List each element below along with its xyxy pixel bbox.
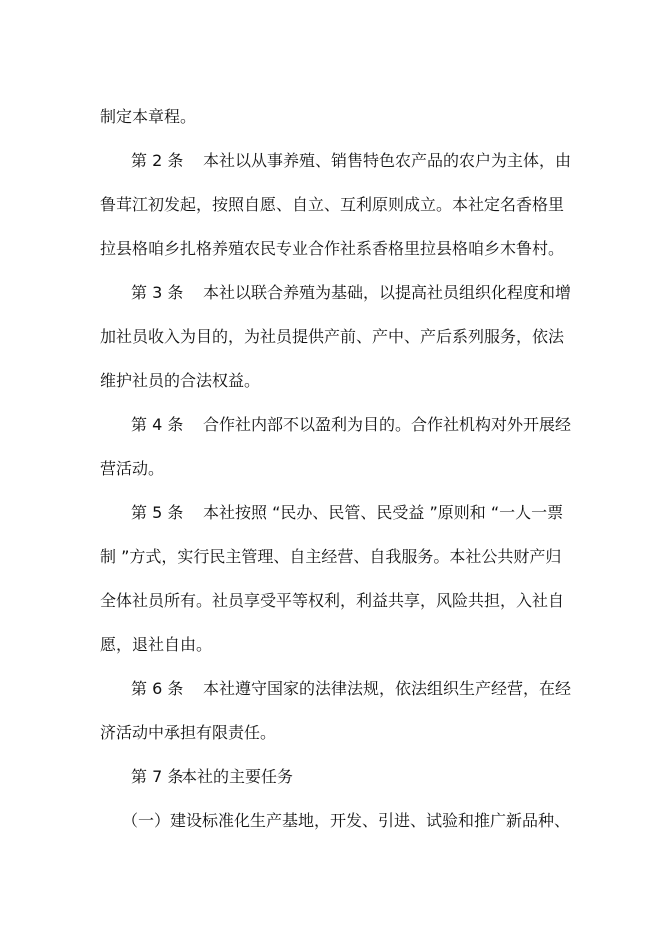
line-text: 本社按照 “民办、民管、民受益 ”原则和 “一人一票 xyxy=(203,503,564,522)
line-text: 全体社员所有。社员享受平等权利，利益共享，风险共担，入社自 xyxy=(100,591,565,610)
line-text: 鲁茸江初发起，按照自愿、自立、互利原则成立。本社定名香格里 xyxy=(100,195,565,214)
text-line xyxy=(100,107,196,127)
article-6-line xyxy=(131,679,571,699)
line-text: 加社员收入为目的，为社员提供产前、产中、产后系列服务，依法 xyxy=(100,327,565,346)
line-text: 拉县格咱乡扎格养殖农民专业合作社系香格里拉县格咱乡木鲁村。 xyxy=(100,239,565,258)
list-item-line xyxy=(122,811,570,831)
text-line xyxy=(100,591,564,611)
line-text: 营活动。 xyxy=(100,459,165,478)
text-line xyxy=(100,239,564,259)
article-number: 第 2 条 xyxy=(131,151,184,170)
article-number: 第 6 条 xyxy=(131,679,184,698)
line-text: 本社以联合养殖为基础，以提高社员组织化程度和增 xyxy=(203,283,572,302)
article-7-line xyxy=(131,767,293,787)
article-4-line xyxy=(131,415,571,435)
line-text: 本社遵守国家的法律法规，依法组织生产经营，在经 xyxy=(203,679,572,698)
text-line xyxy=(100,547,561,567)
line-text: 制定本章程。 xyxy=(100,107,197,126)
article-number: 第 3 条 xyxy=(131,283,184,302)
article-number: 第 7 条 xyxy=(131,767,184,786)
line-text: 济活动中承担有限责任。 xyxy=(100,723,277,742)
text-line xyxy=(100,327,564,347)
article-3-line xyxy=(131,283,571,303)
line-text: 合作社内部不以盈利为目的。合作社机构对外开展经 xyxy=(203,415,572,434)
text-line xyxy=(100,459,164,479)
text-line xyxy=(100,195,564,215)
text-line xyxy=(100,371,260,391)
article-5-line xyxy=(131,503,563,523)
line-text: 本社的主要任务 xyxy=(181,767,294,786)
line-text: 维护社员的合法权益。 xyxy=(100,371,261,390)
line-text: 本社以从事养殖、销售特色农产品的农户为主体，由 xyxy=(203,151,572,170)
article-number: 第 4 条 xyxy=(131,415,184,434)
line-text: 愿，退社自由。 xyxy=(100,635,213,654)
article-number: 第 5 条 xyxy=(131,503,184,522)
line-text: （一）建设标准化生产基地，开发、引进、试验和推广新品种、 xyxy=(122,811,571,830)
article-2-line xyxy=(131,151,571,171)
text-line xyxy=(100,723,276,743)
text-line xyxy=(100,635,212,655)
line-text: 制 ”方式，实行民主管理、自主经营、自我服务。本社公共财产归 xyxy=(100,547,562,566)
